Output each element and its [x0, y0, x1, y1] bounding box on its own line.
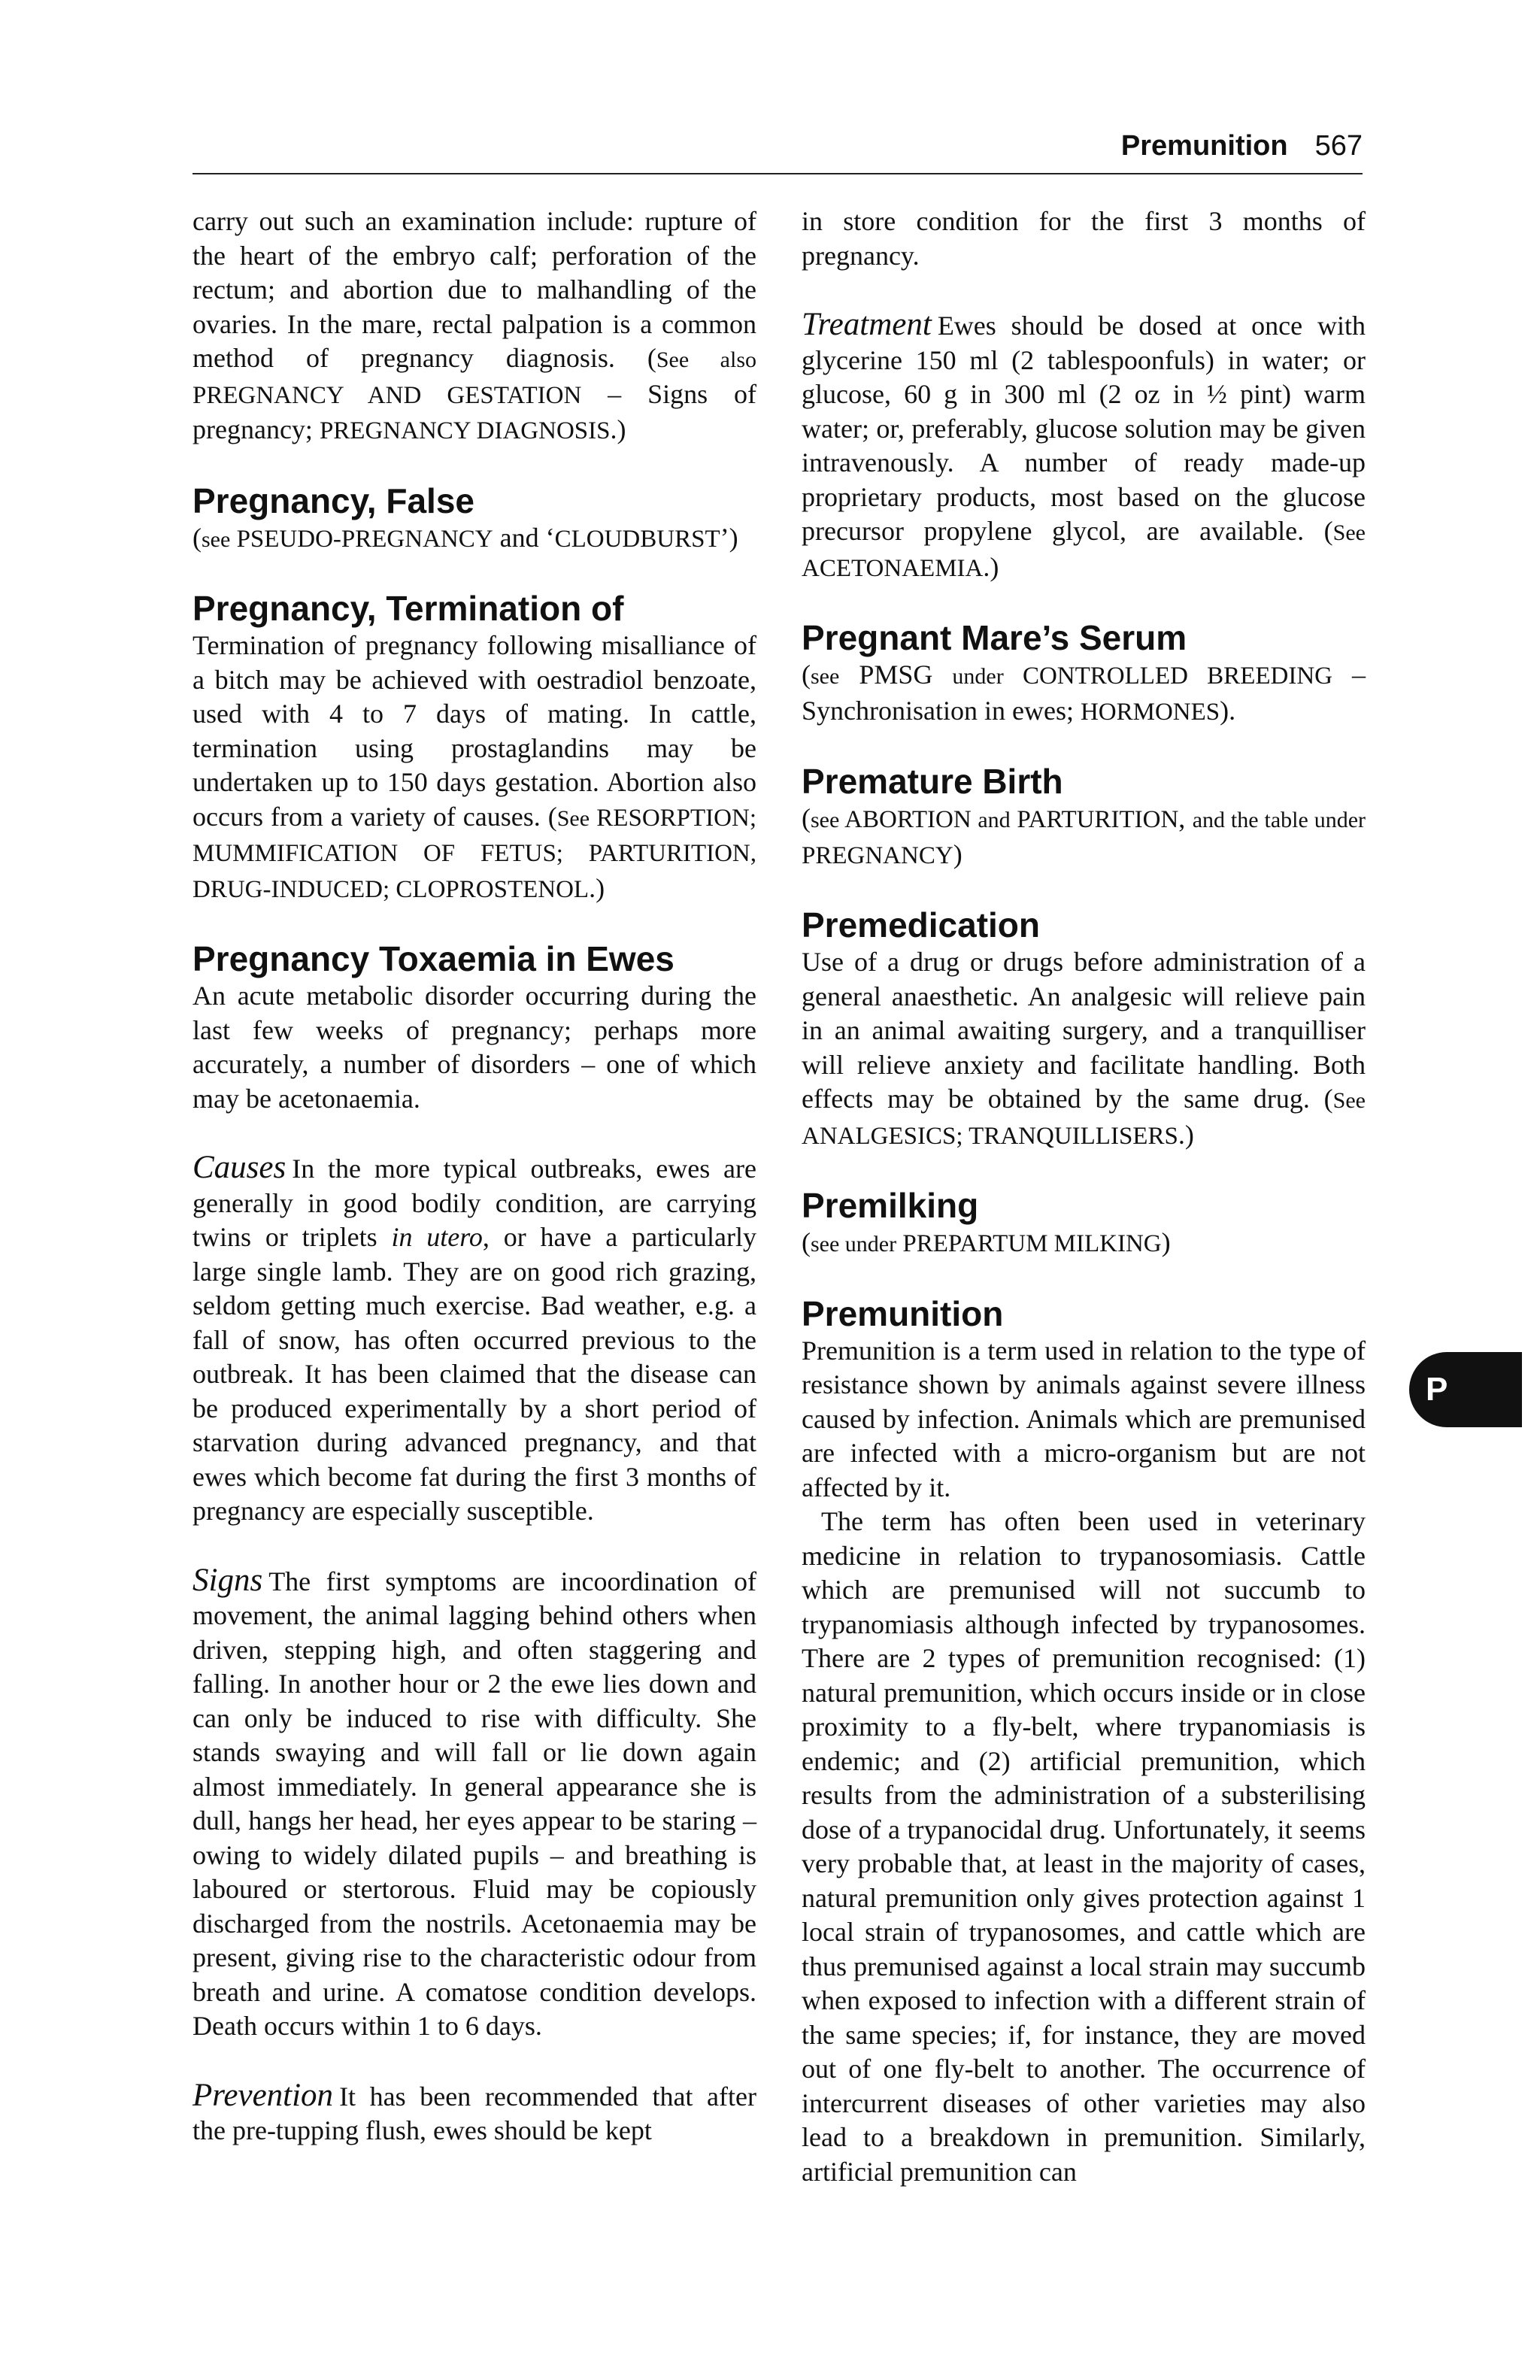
entry-title-premilking: Premilking — [802, 1186, 979, 1225]
premunition-paragraph-2: The term has often been used in veterinary medicine in relation to trypanosomiasis. Cattle which are premunised will not succumb to trypanomiasis although infected by trypanosomes. There are 2 types of premunition recognised: (1) natural premunition, which occurs inside or in close proximity to a fly-belt, where trypanomiasis is endemic; and (2) artificial premunition, which results from the administration of a substerilising dose of a trypanocidal drug. Unfortunately, it seems very probable that, at least in the majority of cases, natural premunition only gives protection against 1 local strain of trypanosomes, and cattle which are thus premunised against a local strain may succumb when exposed to infection with a different strain of the same species; if, for instance, they are moved out of one fly-belt to another. The occurrence of intercurrent diseases of other varieties may also lead to a breakdown in premunition. Similarly, artificial premunition can — [802, 1506, 1366, 2187]
ref-open: ( — [802, 659, 811, 690]
causes-paragraph — [192, 1151, 756, 1529]
ref-under: under — [952, 664, 1004, 689]
treatment-label: Treatment — [802, 307, 932, 342]
running-title: Premunition — [1120, 130, 1288, 162]
ref-see: see — [202, 526, 231, 552]
ref-comma: , — [1178, 803, 1193, 833]
entry-title-pregnant-mares-serum: Pregnant Mare’s Serum — [802, 618, 1187, 657]
intro-close: .) — [610, 414, 626, 444]
xref-hormones: HORMONES — [1080, 698, 1220, 726]
intro-paragraph — [192, 205, 756, 449]
xref-controlled-breeding: CONTROLLED BREEDING — [1003, 662, 1332, 690]
xref-analgesics-tranquillisers: ANALGESICS; TRANQUILLISERS — [802, 1122, 1178, 1150]
ref-open: ( — [802, 803, 811, 833]
birth-ref — [802, 802, 1366, 873]
xref-pmsg: PMSG — [839, 659, 953, 690]
ref-close: .) — [983, 551, 999, 582]
intro-text: carry out such an examination include: rupture of the heart of the embryo calf; perforation of the rectum; and abortion due to malhandling of the ovaries. In the mare, rectal palpation is a common method of pregnancy diagnosis. ( — [192, 206, 756, 373]
xref-pregnancy: PREGNANCY — [802, 841, 953, 869]
prevention-label: Prevention — [192, 2077, 334, 2113]
xref-abortion: ABORTION — [839, 806, 978, 833]
entry-title-termination: Pregnancy, Termination of — [192, 589, 624, 628]
left-column — [192, 205, 756, 2148]
ref-close: .) — [1178, 1119, 1194, 1150]
treatment-text: Ewes should be dosed at once with glycerine 150 ml (2 tablespoonfuls) in water; or glucose, 60 g in 300 ml (2 oz in ½ pint) warm water; or, preferably, glucose solution may be given intravenously. A number of ready made-up proprietary products, most based on the glucose precursor propylene glycol, are available. ( — [802, 311, 1366, 546]
section-letter-tab — [1409, 1352, 1522, 1427]
ref-close: ’) — [720, 522, 738, 553]
section-letter: P — [1426, 1371, 1448, 1408]
prevention-text: It has been recommended that after the pre-tupping flush, ewes should be kept — [192, 2081, 756, 2145]
page-number: 567 — [1314, 130, 1363, 162]
termination-paragraph — [192, 629, 756, 907]
signs-paragraph — [192, 1563, 756, 2044]
premunition-paragraph-1: Premunition is a term used in relation to the type of resistance shown by animals against severe illness caused by infection. Animals which are premunised are infected with a micro-organism but are not affected by it. — [802, 1335, 1366, 1502]
ref-close: ). — [1220, 695, 1236, 726]
ref-close: ) — [1161, 1227, 1171, 1257]
ref-open: ( — [802, 1227, 811, 1257]
ref-open: ( — [192, 522, 202, 553]
serum-ref-text: – Synchronisation in ewes; — [802, 659, 1366, 726]
xref-pregnancy-gestation: PREGNANCY AND GESTATION — [192, 381, 582, 409]
prevention-continued: in store condition for the first 3 months of pregnancy. — [802, 206, 1366, 271]
xref-parturition: PARTURITION — [1010, 806, 1179, 833]
ref-and: and ‘ — [493, 522, 555, 553]
ref-see: See — [1332, 1088, 1366, 1113]
xref-prepartum-milking: PREPARTUM MILKING — [896, 1230, 1162, 1257]
serum-ref — [802, 658, 1366, 729]
causes-label: Causes — [192, 1150, 286, 1185]
xref-acetonaemia: ACETONAEMIA — [802, 554, 984, 582]
signs-label: Signs — [192, 1562, 263, 1598]
ref-table-under: and the table under — [1192, 808, 1366, 832]
ref-see: see — [811, 808, 840, 832]
termination-text: Termination of pregnancy following misalliance of a bitch may be achieved with oestradiol benzoate, used with 4 to 7 days of mating. In cattle, termination using prostaglandins may be undertaken up to 150 days gestation. Abortion also occurs from a variety of causes. ( — [192, 630, 756, 832]
ref-see-under: see under — [811, 1232, 897, 1257]
xref-cloudburst: CLOUDBURST — [554, 525, 720, 553]
ref-see: See — [1332, 520, 1366, 545]
premedication-text: Use of a drug or drugs before administration of a general anaesthetic. An analgesic will relieve pain in an animal awaiting surgery, and a tranquilliser will relieve anxiety and facilitate handling. Both effects may be obtained by the same drug. ( — [802, 947, 1366, 1114]
false-ref — [192, 521, 756, 557]
in-utero-term: in utero — [391, 1222, 483, 1252]
causes-text: In the more typical outbreaks, ewes are generally in good bodily condition, are carrying twins or triplets — [192, 1154, 756, 1252]
page-header — [192, 126, 1363, 174]
entry-title-premunition: Premunition — [802, 1293, 1004, 1333]
premilking-ref — [802, 1226, 1366, 1262]
entry-title-pregnancy-false: Pregnancy, False — [192, 481, 474, 520]
signs-text: The first symptoms are incoordination of movement, the animal lagging behind others when driven, stepping high, and often staggering and falling. In another hour or 2 the ewe lies down and can only be induced to rise with difficulty. She stands swaying and will fall or lie down again almost immediately. In general appearance she is dull, hangs her head, her eyes appear to be staring – owing to widely dilated pupils – and breathing is laboured or stertorous. Fluid may be copiously discharged from the nostrils. Acetonaemia may be present, giving rise to the characteristic odour from breath and urine. A comatose condition develops. Death occurs within 1 to 6 days. — [192, 1566, 756, 2041]
see-also-ref: See also — [656, 347, 757, 372]
termination-xrefs: RESORPTION; MUMMIFICATION OF FETUS; PARTURITION, DRUG-INDUCED; CLOPROSTENOL — [192, 804, 756, 903]
entry-title-premedication: Premedication — [802, 905, 1040, 944]
treatment-paragraph — [802, 308, 1366, 586]
toxaemia-paragraph: An acute metabolic disorder occurring during the last few weeks of pregnancy; perhaps more accurately, a number of disorders – one of which may be acetonaemia. — [192, 981, 756, 1114]
ref-see: see — [811, 664, 840, 689]
entry-title-premature-birth: Premature Birth — [802, 762, 1063, 801]
causes-text-cont: , or have a particularly large single lamb. They are on good rich grazing, seldom getting much exercise. Bad weather, e.g. a fall of snow, has often occurred previous to the outbreak. It has been claimed that the disease can be produced experimentally by a short period of starvation during advanced pregnancy, and that ewes which become fat during the first 3 months of pregnancy are especially susceptible. — [192, 1222, 757, 1526]
prevention-paragraph — [192, 2078, 756, 2148]
entry-title-toxaemia: Pregnancy Toxaemia in Ewes — [192, 939, 675, 978]
intro-text-cont: – Signs of pregnancy; — [192, 378, 756, 444]
ref-see: See — [556, 805, 590, 831]
xref-pregnancy-diagnosis: PREGNANCY DIAGNOSIS — [319, 417, 611, 444]
right-column — [802, 205, 1366, 2189]
premedication-paragraph — [802, 945, 1366, 1154]
ref-close: ) — [953, 838, 962, 869]
ref-close: .) — [589, 872, 605, 903]
xref-pseudo-pregnancy: PSEUDO-PREGNANCY — [230, 525, 493, 553]
ref-and: and — [978, 808, 1011, 832]
